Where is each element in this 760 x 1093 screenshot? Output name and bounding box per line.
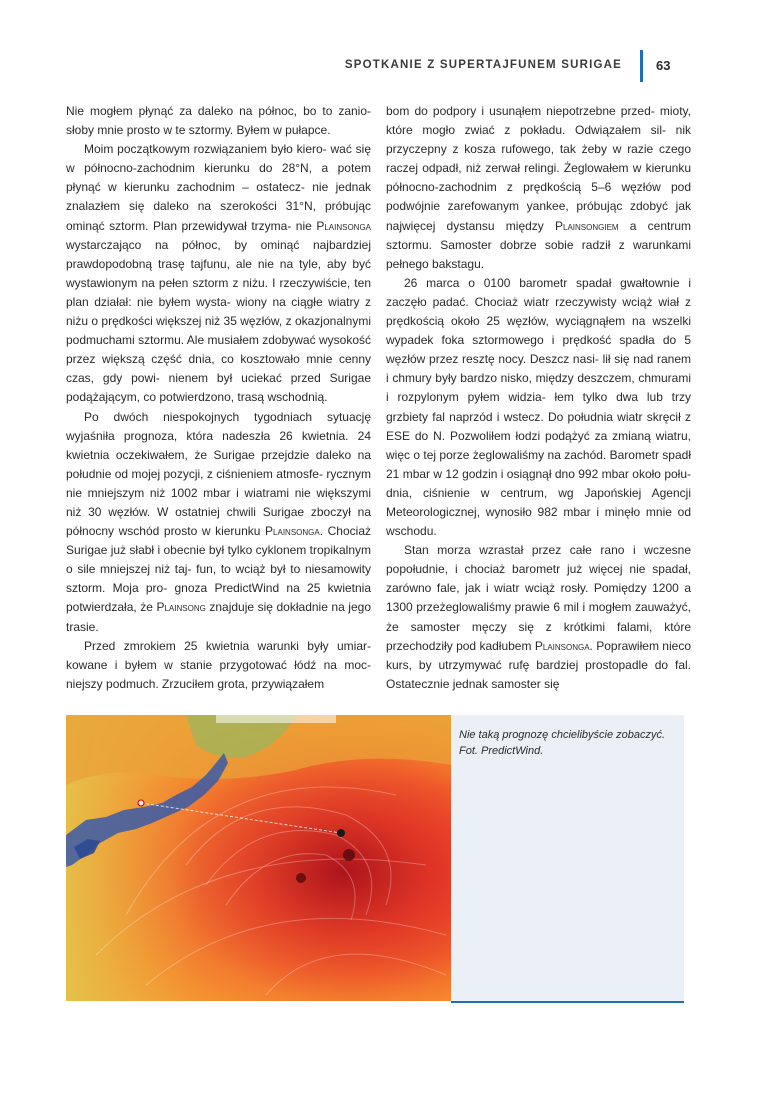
paragraph: 26 marca o 0100 barometr spadał gwałtownie i zaczęło padać. Chociaż wiatr rzeczywisty wciąż wiał z prędkością około 25 węzłów, wyciągnąłem na wszelki wypadek foka sztormowego i prędkość spadła do 5 węzłów przez resztę nocy. Deszcz nasi- lił się nad ranem i chmury były bardzo nisko, między deszczem, chmurami i rozpylonym pyłem widzia- łem tylko dwa lub trzy grzbiety fal naprzód i wstecz. Do południa wiatr skręcił z ESE do N. Pozwoliłem łodzi podążyć za zmianą wiatru, więc o tej porze żeglowaliśmy na zachód. Barometr spadł 21 mbar w 12 godzin i osiągnął dno 992 mbar około połu- dnia, ciśnienie w centrum, wg Japońskiej Agencji Meteorologicznej, wynosiło 982 mbar i minęło mnie od wschodu. xyxy=(386,275,691,539)
boat-name: Plainsonga xyxy=(265,524,320,539)
right-text-column xyxy=(386,102,691,694)
header-divider xyxy=(640,50,643,82)
paragraph: bom do podpory i usunąłem niepotrzebne przed- mioty, które mogło zwiać z pokładu. Odwiązałem sil- nik przyczepny z kosza rufowego, tak żeby w razie czego raczej odpadł, niż zerwał relingi. Żeglowałem w kierunku północno-zachodnim z prędkością 5–6 węzłów pod podwójnie zarefowanym yankee, próbując zdobyć jak najwięcej dystansu między Plainsongiem a centrum sztormu. Samoster dobrze sobie radził z warunkami pełnego bakstagu. xyxy=(386,104,691,271)
page-number: 63 xyxy=(656,58,671,73)
paragraph: Moim początkowym rozwiązaniem było kiero- wać się w północno-zachodnim kierunku do 28°N, a potem płynąć w kierunku zachodnim – ostatecz- nie jednak znalazłem się daleko na szerokości 31°N, próbując ominąć sztorm. Plan przewidywał trzyma- nie Plainsonga wystarczająco na północ, by ominąć najbardziej prawdopodobną trasę tajfunu, ale nie na tyle, aby być wystawionym na pełen sztorm z niżu. I rzeczywiście, ten plan działał: nie byłem wysta- wiony na ciągłe wiatry z niżu o prędkości większej niż 35 węzłów, z okazjonalnymi podmuchami sztormu. Ale musiałem zdobywać wysokość przez większą część dnia, co kosztowało mnie cenny czas, gdy powi- nienem był uciekać przed Surigae podążającym, co potwierdzono, trasą wschodnią. xyxy=(66,142,371,405)
storm-center xyxy=(296,873,306,883)
caption-line: Nie taką prognozę chcielibyście zobaczyć. xyxy=(459,729,666,741)
boat-name: Plainsongiem xyxy=(555,218,619,233)
running-header-title: SPOTKANIE Z SUPERTAJFUNEM SURIGAE xyxy=(344,59,622,71)
paragraph: Przed zmrokiem 25 kwietnia warunki były umiar- kowane i byłem w stanie przygotować łódź na moc- niejszy podmuch. Zrzuciłem grota, przywiązałem xyxy=(66,638,371,691)
paragraph: Stan morza wzrastał przez całe rano i wczesne popołudnie, i chociaż barometr już więcej nie spadał, zarówno fale, jak i wiatr wciąż rosły. Pomiędzy 1200 a 1300 przeżeglowaliśmy prawie 6 mil i mogłem zauważyć, że samoster męczy się z krótkimi falami, które przechodziły pod kadłubem Plainsonga. Poprawiłem nieco kurs, by utrzymywać rufę bardziej prostopadle do fal. Ostatecznie jednak samoster się xyxy=(386,543,691,691)
boat-name: Plainsong xyxy=(156,600,206,615)
boat-name: Plainsonga xyxy=(316,218,371,233)
figure-caption xyxy=(459,727,677,759)
weather-forecast-map xyxy=(66,715,451,1001)
paragraph: Nie mogłem płynąć za daleko na północ, bo to zanio- słoby mnie prosto w te sztormy. Byłem w pułapce. xyxy=(66,104,371,138)
boat-position-marker xyxy=(337,829,345,837)
paragraph: Po dwóch niespokojnych tygodniach sytuację wyjaśniła prognoza, która nadeszła 26 kwietnia. 24 kwietnia oczekiwałem, że Surigae przejdzie daleko na południe od mojej pozycji, z ciśnieniem atmosfe- rycznym nie mniejszym niż 1002 mbar i wiatrami nie większymi niż 30 węzłów. W ostatniej chwili Surigae zboczył na północny wschód prosto w kierunku Plainsonga. Chociaż Surigae już słabł i obecnie był tylko cyklonem tropikalnym o sile mniejszej niż taj- fun, to wciąż był to niesamowity sztorm. Moja pro- gnoza PredictWind na 25 kwietnia potwierdzała, że Plainsong znajduje się dokładnie na jego trasie. xyxy=(66,409,371,634)
left-text-column xyxy=(66,102,371,694)
caption-credit: Fot. PredictWind. xyxy=(459,745,544,757)
boat-name: Plainsonga xyxy=(534,638,590,653)
figure-caption-panel xyxy=(451,715,684,1003)
